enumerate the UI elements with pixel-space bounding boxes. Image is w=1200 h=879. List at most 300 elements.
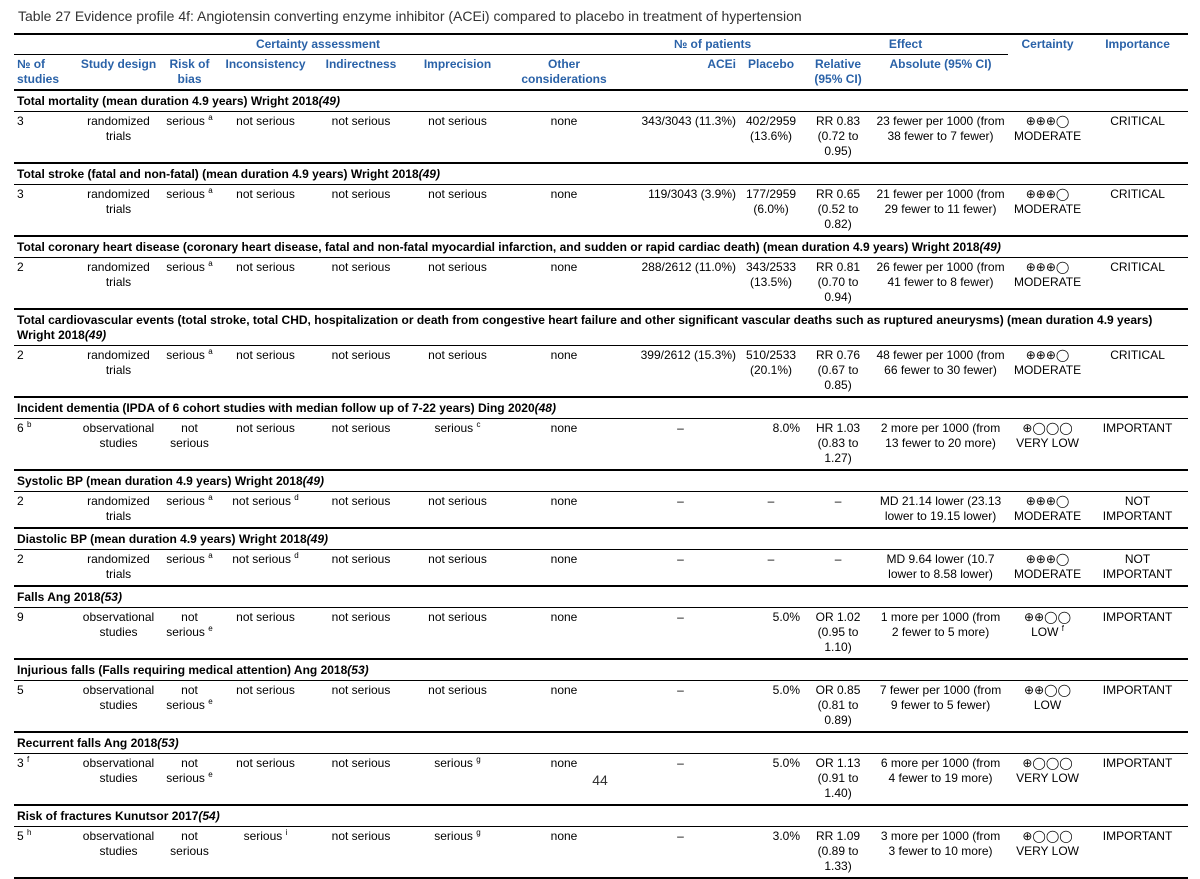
cell-importance bbox=[1087, 346, 1188, 398]
outcome-title-row bbox=[14, 470, 1188, 492]
importance-value: CRITICAL bbox=[1110, 260, 1165, 274]
imprecision-value: not serious bbox=[428, 187, 487, 201]
cell-study-design bbox=[76, 681, 161, 733]
imprecision-value: not serious bbox=[428, 348, 487, 362]
cell-certainty bbox=[1008, 681, 1087, 733]
cell-imprecision bbox=[409, 608, 506, 660]
outcome-data-row bbox=[14, 827, 1188, 879]
inconsistency-value-footnote: i bbox=[285, 828, 288, 837]
other-value: none bbox=[550, 756, 578, 770]
placebo-value: – bbox=[767, 552, 775, 566]
rob-value: not serious bbox=[166, 683, 205, 712]
inconsistency-value-footnote: d bbox=[294, 493, 299, 502]
outcome-title-row bbox=[14, 236, 1188, 258]
cell-study-design bbox=[76, 550, 161, 587]
inconsistency-value: not serious bbox=[236, 610, 295, 624]
cell-absolute bbox=[873, 550, 1008, 587]
certainty-rating-icon: ⊕⊕◯◯ bbox=[1024, 683, 1072, 697]
cell-placebo bbox=[739, 258, 803, 310]
inconsistency-value: not serious bbox=[236, 187, 295, 201]
cell-relative bbox=[803, 185, 873, 237]
outcome-reference: (53) bbox=[347, 663, 369, 677]
cell-other-considerations bbox=[506, 112, 622, 164]
cell-inconsistency bbox=[218, 492, 313, 529]
cell-study-design bbox=[76, 419, 161, 471]
absolute-value: 26 fewer per 1000 (from 41 fewer to 8 fewer) bbox=[876, 260, 1005, 289]
relative-value: – bbox=[834, 552, 842, 566]
outcome-data-row bbox=[14, 419, 1188, 471]
cell-importance bbox=[1087, 492, 1188, 529]
cell-num-studies bbox=[14, 827, 76, 879]
outcome-title: Risk of fractures Kunutsor 2017 bbox=[17, 809, 199, 823]
header-certainty: Certainty bbox=[1008, 34, 1087, 90]
cell-risk-of-bias bbox=[161, 608, 218, 660]
cell-importance bbox=[1087, 681, 1188, 733]
rob-value-footnote: a bbox=[208, 113, 213, 122]
acei-value: 119/3043 (3.9%) bbox=[648, 187, 737, 201]
cell-indirectness bbox=[313, 185, 409, 237]
cell-absolute bbox=[873, 492, 1008, 529]
certainty-rating-icon: ⊕⊕⊕◯ bbox=[1025, 187, 1070, 201]
outcome-reference: (49) bbox=[418, 167, 440, 181]
rob-value: not serious bbox=[170, 829, 209, 858]
certainty-level: MODERATE bbox=[1013, 202, 1082, 216]
absolute-value: 1 more per 1000 (from 2 fewer to 5 more) bbox=[880, 610, 1001, 639]
indirectness-value: not serious bbox=[331, 610, 391, 624]
relative-value: RR 0.76 (0.67 to 0.85) bbox=[816, 348, 861, 392]
cell-acei bbox=[622, 419, 739, 471]
studies-value-footnote: b bbox=[27, 420, 32, 429]
outcome-title-cell bbox=[14, 586, 1188, 608]
cell-placebo bbox=[739, 346, 803, 398]
design-value: randomized trials bbox=[87, 260, 150, 289]
cell-absolute bbox=[873, 681, 1008, 733]
cell-indirectness bbox=[313, 112, 409, 164]
outcomes-body bbox=[14, 90, 1188, 878]
cell-study-design bbox=[76, 346, 161, 398]
placebo-value: 5.0% bbox=[772, 683, 801, 697]
header-certainty-assessment: Certainty assessment bbox=[14, 34, 622, 55]
cell-risk-of-bias bbox=[161, 419, 218, 471]
cell-relative bbox=[803, 492, 873, 529]
col-risk-of-bias: Risk of bias bbox=[161, 55, 218, 91]
indirectness-value: not serious bbox=[331, 683, 391, 697]
inconsistency-value: not serious bbox=[232, 494, 291, 508]
evidence-profile-table bbox=[14, 33, 1188, 879]
cell-indirectness bbox=[313, 827, 409, 879]
outcome-reference: (48) bbox=[534, 401, 556, 415]
cell-other-considerations bbox=[506, 550, 622, 587]
cell-risk-of-bias bbox=[161, 492, 218, 529]
placebo-value: – bbox=[767, 494, 775, 508]
col-absolute: Absolute (95% CI) bbox=[873, 55, 1008, 91]
certainty-rating-icon: ⊕⊕⊕◯ bbox=[1025, 348, 1070, 362]
cell-risk-of-bias bbox=[161, 681, 218, 733]
certainty-rating-icon: ⊕◯◯◯ bbox=[1022, 756, 1073, 770]
studies-value: 2 bbox=[17, 260, 24, 274]
cell-certainty bbox=[1008, 112, 1087, 164]
outcome-title-row bbox=[14, 659, 1188, 681]
col-relative: Relative (95% CI) bbox=[803, 55, 873, 91]
cell-acei bbox=[622, 258, 739, 310]
studies-value: 2 bbox=[17, 552, 24, 566]
studies-value: 5 bbox=[17, 683, 24, 697]
absolute-value: MD 9.64 lower (10.7 lower to 8.58 lower) bbox=[886, 552, 995, 581]
cell-relative bbox=[803, 112, 873, 164]
outcome-data-row bbox=[14, 185, 1188, 237]
outcome-data-row bbox=[14, 112, 1188, 164]
indirectness-value: not serious bbox=[331, 552, 391, 566]
certainty-rating-icon: ⊕◯◯◯ bbox=[1022, 421, 1073, 435]
acei-value: – bbox=[677, 494, 684, 508]
other-value: none bbox=[550, 421, 578, 435]
cell-absolute bbox=[873, 827, 1008, 879]
cell-certainty bbox=[1008, 419, 1087, 471]
rob-value-footnote: a bbox=[208, 551, 213, 560]
outcome-data-row bbox=[14, 681, 1188, 733]
acei-value: 288/2612 (11.0%) bbox=[641, 260, 737, 274]
outcome-title-cell bbox=[14, 528, 1188, 550]
outcome-title: Injurious falls (Falls requiring medical attention) Ang 2018 bbox=[17, 663, 348, 677]
outcome-data-row bbox=[14, 608, 1188, 660]
cell-importance bbox=[1087, 827, 1188, 879]
cell-imprecision bbox=[409, 827, 506, 879]
absolute-value: 7 fewer per 1000 (from 9 fewer to 5 fewer) bbox=[879, 683, 1002, 712]
cell-num-studies bbox=[14, 492, 76, 529]
outcome-reference: (54) bbox=[198, 809, 220, 823]
cell-importance bbox=[1087, 419, 1188, 471]
outcome-reference: (53) bbox=[100, 590, 122, 604]
cell-other-considerations bbox=[506, 827, 622, 879]
inconsistency-value: serious bbox=[243, 829, 283, 843]
cell-imprecision bbox=[409, 346, 506, 398]
cell-study-design bbox=[76, 258, 161, 310]
inconsistency-value: not serious bbox=[236, 114, 295, 128]
inconsistency-value-footnote: d bbox=[294, 551, 299, 560]
cell-num-studies bbox=[14, 112, 76, 164]
certainty-level: MODERATE bbox=[1013, 275, 1082, 289]
cell-study-design bbox=[76, 112, 161, 164]
cell-certainty bbox=[1008, 346, 1087, 398]
cell-num-studies bbox=[14, 346, 76, 398]
header-num-patients: № of patients bbox=[622, 34, 803, 55]
cell-indirectness bbox=[313, 608, 409, 660]
cell-other-considerations bbox=[506, 185, 622, 237]
inconsistency-value: not serious bbox=[232, 552, 291, 566]
importance-value: NOT IMPORTANT bbox=[1102, 494, 1173, 523]
placebo-value: 5.0% bbox=[772, 610, 801, 624]
outcome-title-cell bbox=[14, 470, 1188, 492]
outcome-reference: (49) bbox=[84, 328, 107, 342]
acei-value: – bbox=[677, 610, 684, 624]
outcome-reference: (49) bbox=[318, 94, 340, 108]
other-value: none bbox=[550, 552, 578, 566]
imprecision-value-footnote: g bbox=[476, 755, 481, 764]
rob-value: serious bbox=[166, 494, 205, 508]
absolute-value: 6 more per 1000 (from 4 fewer to 19 more) bbox=[880, 756, 1001, 785]
cell-acei bbox=[622, 112, 739, 164]
col-acei: ACEi bbox=[622, 55, 739, 91]
rob-value-footnote: e bbox=[208, 624, 213, 633]
outcome-data-row bbox=[14, 492, 1188, 529]
cell-relative bbox=[803, 346, 873, 398]
outcome-reference: (49) bbox=[306, 532, 328, 546]
cell-acei bbox=[622, 185, 739, 237]
col-imprecision: Imprecision bbox=[409, 55, 506, 91]
cell-certainty bbox=[1008, 492, 1087, 529]
certainty-rating-icon: ⊕◯◯◯ bbox=[1022, 829, 1073, 843]
cell-indirectness bbox=[313, 681, 409, 733]
outcome-reference: (49) bbox=[979, 240, 1001, 254]
cell-acei bbox=[622, 681, 739, 733]
rob-value-footnote: a bbox=[208, 186, 213, 195]
cell-certainty bbox=[1008, 550, 1087, 587]
outcome-title-row bbox=[14, 586, 1188, 608]
cell-certainty bbox=[1008, 827, 1087, 879]
table-caption: Table 27 Evidence profile 4f: Angiotensin converting enzyme inhibitor (ACEi) compared to placebo in treatment of hypertension bbox=[18, 8, 802, 24]
cell-certainty bbox=[1008, 185, 1087, 237]
col-inconsistency: Inconsistency bbox=[218, 55, 313, 91]
design-value: observational studies bbox=[82, 421, 155, 450]
relative-value: OR 1.02 (0.95 to 1.10) bbox=[815, 610, 861, 654]
studies-value: 9 bbox=[17, 610, 24, 624]
cell-inconsistency bbox=[218, 258, 313, 310]
outcome-title-row bbox=[14, 397, 1188, 419]
outcome-data-row bbox=[14, 258, 1188, 310]
cell-other-considerations bbox=[506, 258, 622, 310]
cell-num-studies bbox=[14, 419, 76, 471]
placebo-value: 343/2533 (13.5%) bbox=[745, 260, 797, 289]
relative-value: RR 0.81 (0.70 to 0.94) bbox=[816, 260, 861, 304]
outcome-title: Incident dementia (IPDA of 6 cohort studies with median follow up of 7-22 years) Ding 2020 bbox=[17, 401, 535, 415]
cell-absolute bbox=[873, 608, 1008, 660]
acei-value: – bbox=[677, 829, 684, 843]
imprecision-value: not serious bbox=[428, 260, 487, 274]
imprecision-value-footnote: g bbox=[476, 828, 481, 837]
certainty-footnote: f bbox=[1061, 624, 1064, 633]
header-effect: Effect bbox=[803, 34, 1008, 55]
cell-study-design bbox=[76, 185, 161, 237]
other-value: none bbox=[550, 187, 578, 201]
design-value: randomized trials bbox=[87, 187, 150, 216]
studies-value: 3 bbox=[17, 756, 24, 770]
cell-inconsistency bbox=[218, 827, 313, 879]
imprecision-value: serious bbox=[434, 421, 474, 435]
outcome-reference: (49) bbox=[302, 474, 324, 488]
absolute-value: 3 more per 1000 (from 3 fewer to 10 more) bbox=[880, 829, 1001, 858]
outcome-title-row bbox=[14, 732, 1188, 754]
rob-value-footnote: a bbox=[208, 347, 213, 356]
acei-value: – bbox=[677, 683, 684, 697]
cell-num-studies bbox=[14, 550, 76, 587]
cell-placebo bbox=[739, 185, 803, 237]
certainty-level: LOW bbox=[1033, 698, 1062, 712]
cell-relative bbox=[803, 419, 873, 471]
cell-num-studies bbox=[14, 258, 76, 310]
cell-risk-of-bias bbox=[161, 346, 218, 398]
certainty-level: MODERATE bbox=[1013, 509, 1082, 523]
importance-value: CRITICAL bbox=[1110, 114, 1165, 128]
outcome-title-cell bbox=[14, 309, 1188, 346]
cell-importance bbox=[1087, 608, 1188, 660]
rob-value: not serious bbox=[170, 421, 209, 450]
cell-risk-of-bias bbox=[161, 258, 218, 310]
placebo-value: 402/2959 (13.6%) bbox=[745, 114, 797, 143]
cell-absolute bbox=[873, 185, 1008, 237]
indirectness-value: not serious bbox=[331, 829, 391, 843]
outcome-title-cell bbox=[14, 236, 1188, 258]
studies-value: 5 bbox=[17, 829, 24, 843]
cell-other-considerations bbox=[506, 608, 622, 660]
design-value: randomized trials bbox=[87, 114, 150, 143]
imprecision-value: serious bbox=[434, 829, 473, 843]
cell-other-considerations bbox=[506, 419, 622, 471]
cell-absolute bbox=[873, 112, 1008, 164]
rob-value-footnote: a bbox=[208, 259, 213, 268]
cell-inconsistency bbox=[218, 608, 313, 660]
acei-value: 343/3043 (11.3%) bbox=[641, 114, 737, 128]
cell-inconsistency bbox=[218, 550, 313, 587]
placebo-value: 5.0% bbox=[772, 756, 801, 770]
cell-inconsistency bbox=[218, 346, 313, 398]
outcome-reference: (53) bbox=[157, 736, 179, 750]
imprecision-value: not serious bbox=[428, 552, 487, 566]
cell-study-design bbox=[76, 608, 161, 660]
certainty-level: VERY LOW bbox=[1016, 771, 1079, 785]
placebo-value: 8.0% bbox=[772, 421, 801, 435]
cell-placebo bbox=[739, 112, 803, 164]
cell-indirectness bbox=[313, 346, 409, 398]
certainty-level: LOW bbox=[1031, 625, 1059, 639]
outcome-title-row bbox=[14, 163, 1188, 185]
relative-value: OR 0.85 (0.81 to 0.89) bbox=[815, 683, 861, 727]
absolute-value: MD 21.14 lower (23.13 lower to 19.15 lower) bbox=[879, 494, 1002, 523]
relative-value: HR 1.03 (0.83 to 1.27) bbox=[816, 421, 861, 465]
cell-importance bbox=[1087, 185, 1188, 237]
indirectness-value: not serious bbox=[331, 114, 391, 128]
design-value: randomized trials bbox=[87, 494, 150, 523]
page-number: 44 bbox=[592, 772, 608, 788]
rob-value-footnote: e bbox=[208, 770, 213, 779]
studies-value: 6 bbox=[17, 421, 24, 435]
inconsistency-value: not serious bbox=[236, 421, 295, 435]
studies-value: 2 bbox=[17, 494, 24, 508]
cell-imprecision bbox=[409, 112, 506, 164]
cell-relative bbox=[803, 681, 873, 733]
cell-placebo bbox=[739, 608, 803, 660]
outcome-title-cell bbox=[14, 397, 1188, 419]
studies-value-footnote: h bbox=[27, 828, 32, 837]
cell-num-studies bbox=[14, 185, 76, 237]
cell-indirectness bbox=[313, 550, 409, 587]
cell-importance bbox=[1087, 258, 1188, 310]
certainty-level: MODERATE bbox=[1013, 129, 1082, 143]
header-importance: Importance bbox=[1087, 34, 1188, 90]
imprecision-value-footnote: c bbox=[476, 420, 481, 429]
cell-placebo bbox=[739, 827, 803, 879]
rob-value: not serious bbox=[166, 610, 205, 639]
outcome-title: Total coronary heart disease (coronary heart disease, fatal and non-fatal myocardial infarction, and sudden or rapid cardiac death) (mean duration 4.9 years) Wright 2018 bbox=[17, 240, 980, 254]
cell-absolute bbox=[873, 419, 1008, 471]
other-value: none bbox=[550, 610, 578, 624]
outcome-title-row bbox=[14, 528, 1188, 550]
outcome-title: Diastolic BP (mean duration 4.9 years) Wright 2018 bbox=[17, 532, 307, 546]
cell-placebo bbox=[739, 492, 803, 529]
studies-value-footnote: f bbox=[27, 755, 30, 764]
inconsistency-value: not serious bbox=[236, 683, 295, 697]
cell-inconsistency bbox=[218, 112, 313, 164]
imprecision-value: not serious bbox=[428, 114, 487, 128]
certainty-level: VERY LOW bbox=[1016, 844, 1079, 858]
cell-imprecision bbox=[409, 258, 506, 310]
col-other-considerations: Other considerations bbox=[506, 55, 622, 91]
other-value: none bbox=[550, 829, 578, 843]
absolute-value: 2 more per 1000 (from 13 fewer to 20 more) bbox=[880, 421, 1001, 450]
importance-value: IMPORTANT bbox=[1102, 683, 1173, 697]
cell-imprecision bbox=[409, 419, 506, 471]
design-value: observational studies bbox=[82, 756, 155, 785]
certainty-level: VERY LOW bbox=[1016, 436, 1079, 450]
certainty-rating-icon: ⊕⊕◯◯ bbox=[1024, 610, 1072, 624]
cell-num-studies bbox=[14, 608, 76, 660]
outcome-title: Total cardiovascular events (total stroke, total CHD, hospitalization or death from congestive heart failure and other significant vascular deaths such as ruptured aneurysms) (mean duration 4.9 years) Wright 2018 bbox=[17, 313, 1153, 342]
imprecision-value: serious bbox=[434, 756, 473, 770]
indirectness-value: not serious bbox=[331, 260, 391, 274]
cell-inconsistency bbox=[218, 185, 313, 237]
certainty-rating-icon: ⊕⊕⊕◯ bbox=[1025, 552, 1070, 566]
cell-acei bbox=[622, 550, 739, 587]
cell-acei bbox=[622, 492, 739, 529]
relative-value: RR 0.83 (0.72 to 0.95) bbox=[816, 114, 861, 158]
cell-placebo bbox=[739, 419, 803, 471]
acei-value: – bbox=[677, 756, 684, 770]
other-value: none bbox=[550, 683, 578, 697]
design-value: observational studies bbox=[82, 610, 155, 639]
importance-value: IMPORTANT bbox=[1102, 610, 1173, 624]
cell-risk-of-bias bbox=[161, 185, 218, 237]
importance-value: NOT IMPORTANT bbox=[1102, 552, 1173, 581]
certainty-rating-icon: ⊕⊕⊕◯ bbox=[1025, 494, 1070, 508]
outcome-title: Systolic BP (mean duration 4.9 years) Wright 2018 bbox=[17, 474, 303, 488]
cell-risk-of-bias bbox=[161, 827, 218, 879]
certainty-level: MODERATE bbox=[1013, 567, 1082, 581]
col-study-design: Study design bbox=[76, 55, 161, 91]
placebo-value: 3.0% bbox=[772, 829, 801, 843]
importance-value: IMPORTANT bbox=[1102, 421, 1173, 435]
cell-certainty bbox=[1008, 258, 1087, 310]
cell-study-design bbox=[76, 492, 161, 529]
cell-acei bbox=[622, 827, 739, 879]
cell-risk-of-bias bbox=[161, 112, 218, 164]
outcome-title: Total mortality (mean duration 4.9 years) Wright 2018 bbox=[17, 94, 319, 108]
cell-other-considerations bbox=[506, 681, 622, 733]
rob-value-footnote: e bbox=[208, 697, 213, 706]
cell-other-considerations bbox=[506, 346, 622, 398]
cell-indirectness bbox=[313, 258, 409, 310]
group-header-row bbox=[14, 34, 1188, 55]
other-value: none bbox=[550, 348, 578, 362]
outcome-title-cell bbox=[14, 163, 1188, 185]
imprecision-value: not serious bbox=[428, 494, 487, 508]
cell-placebo bbox=[739, 550, 803, 587]
outcome-title: Total stroke (fatal and non-fatal) (mean duration 4.9 years) Wright 2018 bbox=[17, 167, 419, 181]
rob-value: serious bbox=[166, 552, 205, 566]
cell-acei bbox=[622, 608, 739, 660]
cell-risk-of-bias bbox=[161, 550, 218, 587]
indirectness-value: not serious bbox=[331, 756, 391, 770]
other-value: none bbox=[550, 494, 578, 508]
outcome-title-row bbox=[14, 90, 1188, 112]
